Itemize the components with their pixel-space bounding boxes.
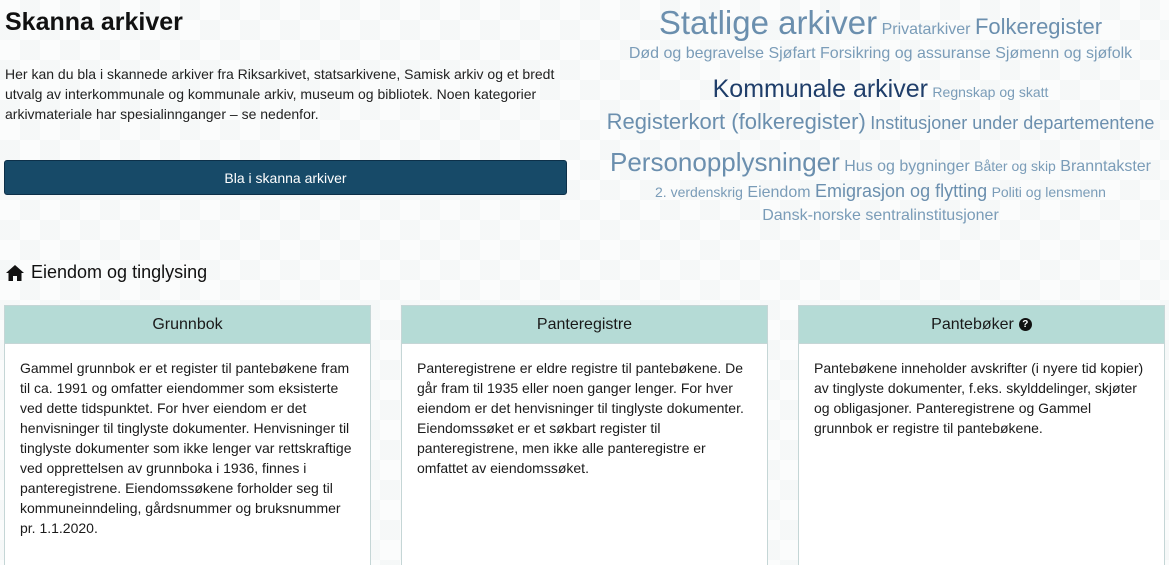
tag-sjomenn[interactable]: Sjømenn og sjøfolk — [995, 45, 1133, 62]
card-header[interactable] — [402, 306, 767, 344]
tag-forsikring[interactable]: Forsikring og assuranse — [820, 45, 991, 62]
card-pantebøker — [798, 305, 1165, 565]
card-body: Panteregistrene er eldre registre til pantebøkene. De går fram til 1935 eller noen ganger lenger. For hver eiendom er det henvisninger til tinglyste dokumenter. Eiendomssøket er et søkbart register til panteregistrene, men ikke alle panteregistre er omfattet av eiendomssøket. — [417, 360, 744, 476]
card-header[interactable] — [5, 306, 370, 344]
card-title: Grunnbok — [152, 315, 223, 333]
tag-personopplysninger[interactable]: Personopplysninger — [609, 147, 840, 177]
card-grunnbok — [4, 305, 371, 565]
section-title: Eiendom og tinglysing — [31, 262, 208, 282]
tag-kommunale-arkiver[interactable]: Kommunale arkiver — [712, 75, 928, 103]
card-header[interactable] — [799, 306, 1164, 344]
home-icon — [5, 264, 25, 282]
question-circle-icon[interactable]: ? — [1019, 318, 1032, 331]
section-heading — [5, 262, 207, 283]
tag-cloud — [592, 2, 1169, 228]
tag-regnskap-og-skatt[interactable]: Regnskap og skatt — [932, 84, 1049, 100]
tag-emigrasjon[interactable]: Emigrasjon og flytting — [815, 181, 988, 201]
tag-eiendom[interactable]: Eiendom — [747, 184, 811, 201]
tag-institusjoner[interactable]: Institusjoner under departementene — [870, 113, 1155, 133]
tag-hus-og-bygninger[interactable]: Hus og bygninger — [844, 158, 970, 175]
tag-folkeregister[interactable]: Folkeregister — [974, 14, 1103, 39]
browse-scanned-archives-button[interactable]: Bla i skanna arkiver — [4, 160, 567, 195]
card-title: Pantebøker — [931, 315, 1014, 333]
page-title: Skanna arkiver — [5, 8, 183, 36]
tag-sjofart[interactable]: Sjøfart — [768, 45, 816, 62]
tag-privatarkiver[interactable]: Privatarkiver — [881, 21, 971, 38]
tag-branntakster[interactable]: Branntakster — [1060, 158, 1152, 175]
tag-dansk-norske[interactable]: Dansk-norske sentralinstitusjoner — [762, 207, 999, 224]
tag-politi[interactable]: Politi og lensmenn — [991, 184, 1106, 200]
card-body: Pantebøkene inneholder avskrifter (i nyere tid kopier) av tinglyste dokumenter, f.eks. skylddelinger, skjøter og obligasjoner. Panteregistrene og Gammel grunnbok er registre til pantebøkene. — [814, 360, 1144, 436]
intro-text: Her kan du bla i skannede arkiver fra Riksarkivet, statsarkivene, Samisk arkiv og et bredt utvalg av interkommunale og kommunale arkiv, museum og bibliotek. Noen kategorier arkivmateriale har spesialinnganger – se nedenfor. — [5, 66, 555, 122]
card-body: Gammel grunnbok er et register til pantebøkene fram til ca. 1991 og omfatter eiendommer som eksisterte ved dette tidspunktet. For hver eiendom er det henvisninger til tinglyste dokumenter. Henvisninger til tinglyste dokumenter som ikke lenger var rettskraftige ved opprettelsen av grunnboka i 1936, finnes i panteregistrene. Eiendomssøkene forholder seg til kommuneinndeling, gårdsnummer og bruksnummer pr. 1.1.2020. — [20, 360, 352, 536]
card-panteregistre — [401, 305, 768, 565]
tag-dod-og-begravelse[interactable]: Død og begravelse — [628, 45, 764, 62]
tag-2-verdenskrig[interactable]: 2. verdenskrig — [655, 184, 743, 200]
tag-registerkort[interactable]: Registerkort (folkeregister) — [606, 109, 866, 134]
tag-statlige-arkiver[interactable]: Statlige arkiver — [658, 4, 878, 41]
card-title: Panteregistre — [536, 315, 633, 333]
tag-bater-og-skip[interactable]: Båter og skip — [974, 158, 1056, 174]
